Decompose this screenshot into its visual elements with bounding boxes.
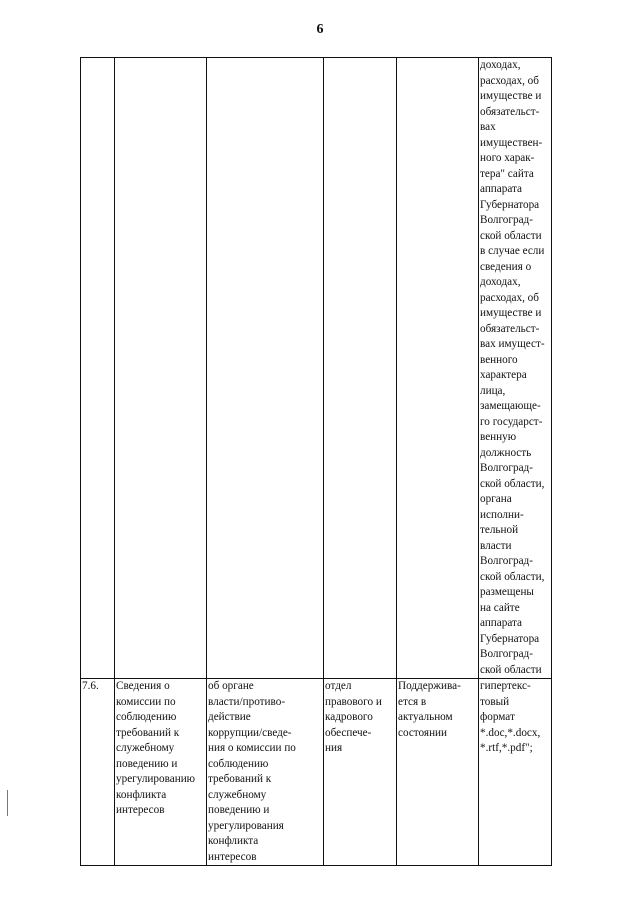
text-line: имуществе и: [480, 307, 542, 319]
table-row-continued: [81, 58, 552, 679]
text-line: товый: [480, 695, 510, 708]
text-line: вах имущест-: [480, 338, 545, 350]
text-line: соблюдению: [208, 757, 269, 770]
text-line: урегулированию: [116, 773, 196, 785]
text-line: ния о комиссии по: [208, 742, 296, 754]
cell-name: [115, 679, 207, 866]
text-line: *.doc,*.docx,: [480, 726, 541, 739]
text-line: обязательст-: [480, 322, 540, 335]
table-row-7-6: [81, 679, 552, 866]
text-line: Волгоград-: [480, 462, 533, 474]
page-number: 6: [316, 22, 324, 37]
text-line: действие: [208, 711, 251, 723]
cell-number: [81, 679, 115, 866]
text-line: должность: [480, 446, 532, 459]
cell-format: [479, 58, 552, 679]
text-line: требований к: [116, 726, 180, 739]
cell-format: [479, 679, 552, 866]
text-line: поведению и: [208, 804, 270, 816]
cell-responsible: [324, 679, 397, 866]
text-line: доходах,: [480, 59, 521, 71]
text-line: служебному: [208, 788, 267, 801]
text-line: власти/противо-: [208, 695, 286, 708]
text-line: ного харак-: [480, 152, 535, 164]
text-line: ния: [325, 742, 343, 754]
text-line: гипертекс-: [480, 680, 531, 692]
row-number: 7.6.: [82, 680, 99, 692]
text-line: урегулирования: [208, 819, 284, 832]
text-line: Волгоград-: [480, 648, 533, 660]
text-line: *.rtf,*.pdf";: [480, 742, 533, 754]
text-line: лица,: [480, 384, 506, 397]
text-line: формат: [480, 711, 515, 723]
text-line: интересов: [116, 804, 165, 816]
text-line: в случае если: [480, 245, 545, 257]
text-line: соблюдению: [116, 711, 177, 723]
text-line: обеспече-: [325, 726, 372, 739]
text-line: коррупции/сведе-: [208, 726, 292, 739]
text-line: кадрового: [325, 711, 373, 723]
text-line: ской области,: [480, 570, 545, 583]
text-line: конфликта: [208, 835, 259, 847]
text-line: венную: [480, 431, 517, 443]
cell-schedule: [397, 679, 479, 866]
text-line: Поддержива-: [398, 680, 461, 692]
text-line: служебному: [116, 742, 175, 754]
text-line: тера" сайта: [480, 167, 534, 180]
cell-content: [207, 679, 324, 866]
text-line: отдел: [325, 680, 352, 692]
text-line: аппарата: [480, 617, 523, 629]
text-line: аппарата: [480, 183, 523, 195]
cell-schedule: [397, 58, 479, 679]
text-line: расходах, об: [480, 74, 539, 87]
text-line: на сайте: [480, 601, 520, 614]
cell-name: [115, 58, 207, 679]
text-line: Губернатора: [480, 198, 540, 211]
text-line: замещающе-: [480, 400, 541, 412]
text-line: интересов: [208, 850, 257, 863]
text-line: обязательст-: [480, 105, 540, 118]
text-line: расходах, об: [480, 291, 539, 304]
cell-responsible: [324, 58, 397, 679]
text-line: Губернатора: [480, 632, 540, 645]
text-line: ской области: [480, 663, 542, 676]
text-line: комиссии по: [116, 695, 176, 708]
text-line: го государст-: [480, 415, 543, 428]
text-line: сведения о: [480, 260, 532, 273]
text-line: правового и: [325, 695, 382, 708]
text-line: ется в: [398, 695, 427, 708]
text-line: венного: [480, 353, 518, 366]
text-line: требований к: [208, 773, 272, 785]
text-line: доходах,: [480, 276, 521, 288]
text-line: характера: [480, 369, 527, 381]
text-line: имуществе и: [480, 90, 542, 102]
text-line: размещены: [480, 586, 534, 598]
text-line: актуальном: [398, 711, 453, 723]
text-line: органа: [480, 493, 512, 505]
text-line: Сведения о: [116, 680, 170, 692]
document-table: [80, 57, 552, 866]
text-line: Волгоград-: [480, 555, 533, 567]
text-line: ской области: [480, 229, 542, 242]
scan-margin-mark: [7, 790, 8, 816]
text-line: исполни-: [480, 508, 524, 521]
text-line: поведению и: [116, 757, 178, 770]
text-line: ской области,: [480, 477, 545, 490]
cell-number: [81, 58, 115, 679]
text-line: об органе: [208, 680, 254, 692]
text-line: имуществен-: [480, 136, 543, 149]
text-line: власти: [480, 539, 512, 552]
text-line: Волгоград-: [480, 214, 533, 226]
cell-content: [207, 58, 324, 679]
text-line: тельной: [480, 524, 519, 536]
text-line: состоянии: [398, 726, 448, 739]
text-line: вах: [480, 121, 496, 133]
text-line: конфликта: [116, 788, 167, 801]
